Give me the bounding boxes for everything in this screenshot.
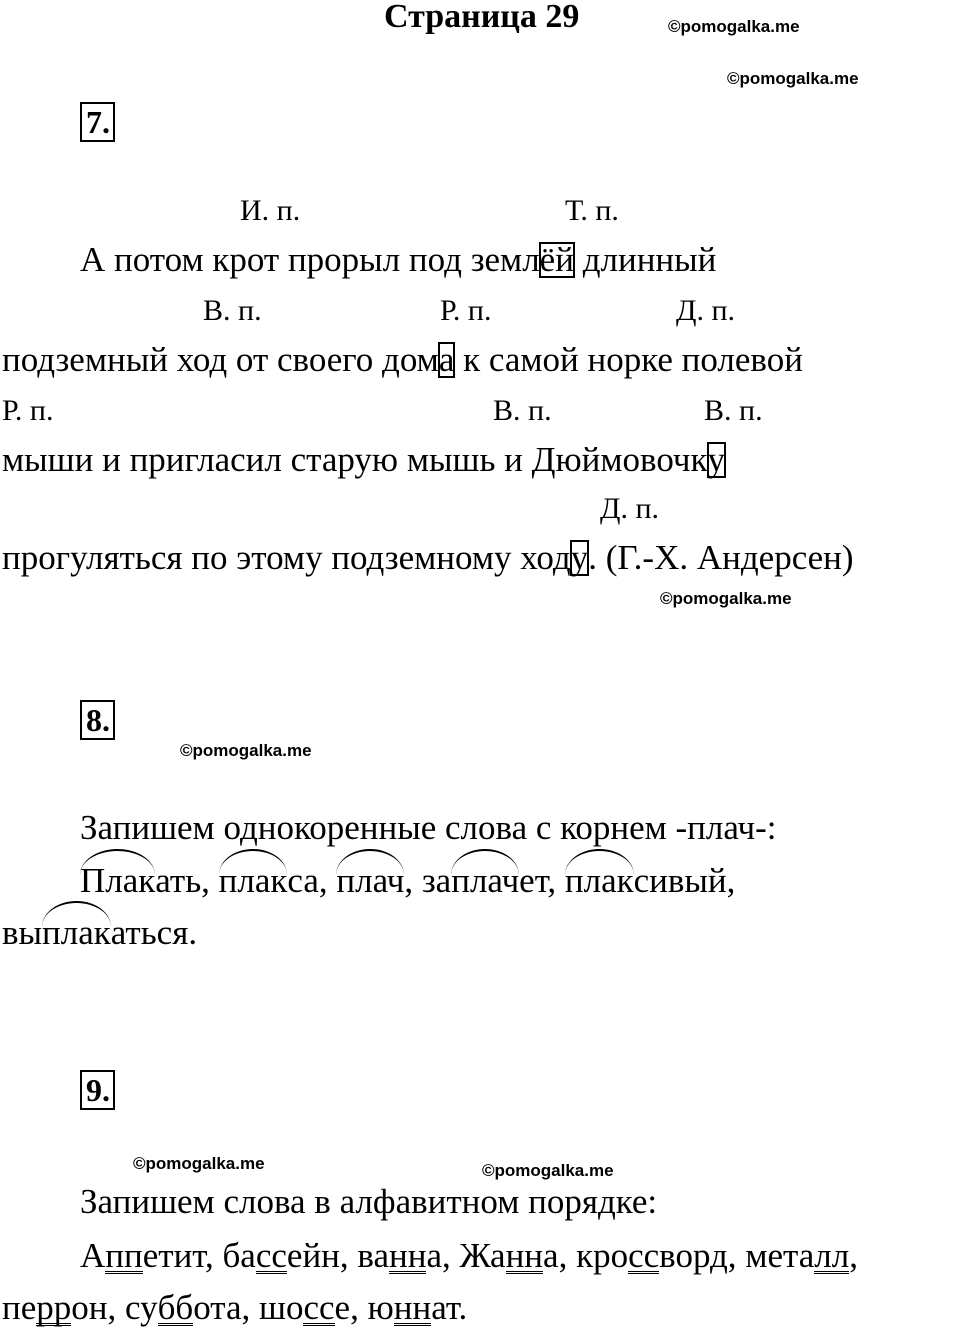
double-consonant: нн xyxy=(393,1288,432,1327)
text: ва xyxy=(357,1236,390,1275)
text: шо xyxy=(259,1288,304,1327)
text: а, xyxy=(426,1236,460,1275)
text: длинный xyxy=(573,240,717,279)
exercise-number-8: 8. xyxy=(80,700,115,740)
case-label: В. п. xyxy=(704,394,763,427)
watermark: ©pomogalka.me xyxy=(180,741,312,760)
text: А потом крот прорыл под земл xyxy=(80,240,540,279)
exercise-number-9: 9. xyxy=(80,1070,115,1110)
text: ба xyxy=(222,1236,256,1275)
text: Жа xyxy=(459,1236,506,1275)
text: ота, xyxy=(193,1288,259,1327)
text: А xyxy=(80,1236,106,1275)
text: су xyxy=(125,1288,158,1327)
double-consonant: сс xyxy=(628,1236,660,1275)
ending-box: а xyxy=(438,340,455,379)
ending-box: у xyxy=(707,440,726,479)
text: пе xyxy=(2,1288,37,1327)
ending-box: у xyxy=(570,538,589,577)
double-consonant: пп xyxy=(105,1236,143,1275)
suffix: сивый, xyxy=(633,861,736,900)
ending-box: ёй xyxy=(539,240,574,279)
text: подземный ход от своего дом xyxy=(2,340,439,379)
sentence-line xyxy=(2,340,803,380)
case-label: Д. п. xyxy=(600,492,660,525)
text: ат. xyxy=(431,1288,468,1327)
double-consonant: рр xyxy=(36,1288,72,1327)
text: кро xyxy=(576,1236,629,1275)
double-consonant: сс xyxy=(255,1236,287,1275)
root-arc: плач xyxy=(336,861,405,900)
exercise-9-intro: Запишем слова в алфавитном порядке: xyxy=(80,1182,658,1221)
watermark: ©pomogalka.me xyxy=(482,1161,614,1180)
exercise-9-words-line2 xyxy=(2,1288,467,1328)
sentence-line xyxy=(2,440,725,480)
prefix: вы xyxy=(2,913,43,952)
root-arc: плач xyxy=(451,861,520,900)
prefix: за xyxy=(421,861,452,900)
case-label: Д. п. xyxy=(676,294,736,327)
exercise-8-words xyxy=(80,861,735,901)
suffix: , xyxy=(404,861,422,900)
text: , xyxy=(849,1236,858,1275)
root-arc: Плак xyxy=(80,861,156,900)
text: е, xyxy=(334,1288,368,1327)
double-consonant: нн xyxy=(389,1236,427,1275)
double-consonant: сс xyxy=(303,1288,335,1327)
sentence-line xyxy=(2,538,854,578)
text: етит, xyxy=(142,1236,223,1275)
case-label: В. п. xyxy=(203,294,262,327)
text: мыши и пригласил старую мышь и Дюймовочк xyxy=(2,440,708,479)
suffix: ать, xyxy=(155,861,219,900)
text: ю xyxy=(367,1288,394,1327)
exercise-9-words-line1 xyxy=(80,1236,858,1276)
sentence-line xyxy=(80,240,716,280)
watermark: ©pomogalka.me xyxy=(668,17,800,36)
case-label: В. п. xyxy=(493,394,552,427)
suffix: аться. xyxy=(110,913,198,952)
case-label: Р. п. xyxy=(2,394,54,427)
case-label: И. п. xyxy=(240,194,301,227)
text: ейн, xyxy=(286,1236,358,1275)
root-arc: плак xyxy=(42,913,111,952)
suffix: са, xyxy=(287,861,337,900)
text: а, xyxy=(543,1236,577,1275)
double-consonant: нн xyxy=(505,1236,544,1275)
watermark: ©pomogalka.me xyxy=(727,69,859,88)
watermark: ©pomogalka.me xyxy=(133,1154,265,1173)
exercise-number-7: 7. xyxy=(80,102,115,142)
text: . (Г.-Х. Андерсен) xyxy=(588,538,854,577)
exercise-8-words-line2 xyxy=(2,913,197,953)
watermark: ©pomogalka.me xyxy=(660,589,792,608)
text: мета xyxy=(745,1236,815,1275)
text: к самой норке полевой xyxy=(454,340,803,379)
case-label: Т. п. xyxy=(565,194,619,227)
page-title: Страница 29 xyxy=(384,0,580,35)
exercise-8-intro: Запишем однокоренные слова с корнем -плач-: xyxy=(80,808,777,847)
suffix: ет, xyxy=(519,861,565,900)
text: ворд, xyxy=(659,1236,746,1275)
case-label: Р. п. xyxy=(440,294,492,327)
double-consonant: лл xyxy=(814,1236,850,1275)
double-consonant: бб xyxy=(157,1288,194,1327)
text: прогуляться по этому подземному ход xyxy=(2,538,571,577)
text: он, xyxy=(71,1288,125,1327)
root-arc: плак xyxy=(218,861,288,900)
root-arc: плак xyxy=(564,861,634,900)
